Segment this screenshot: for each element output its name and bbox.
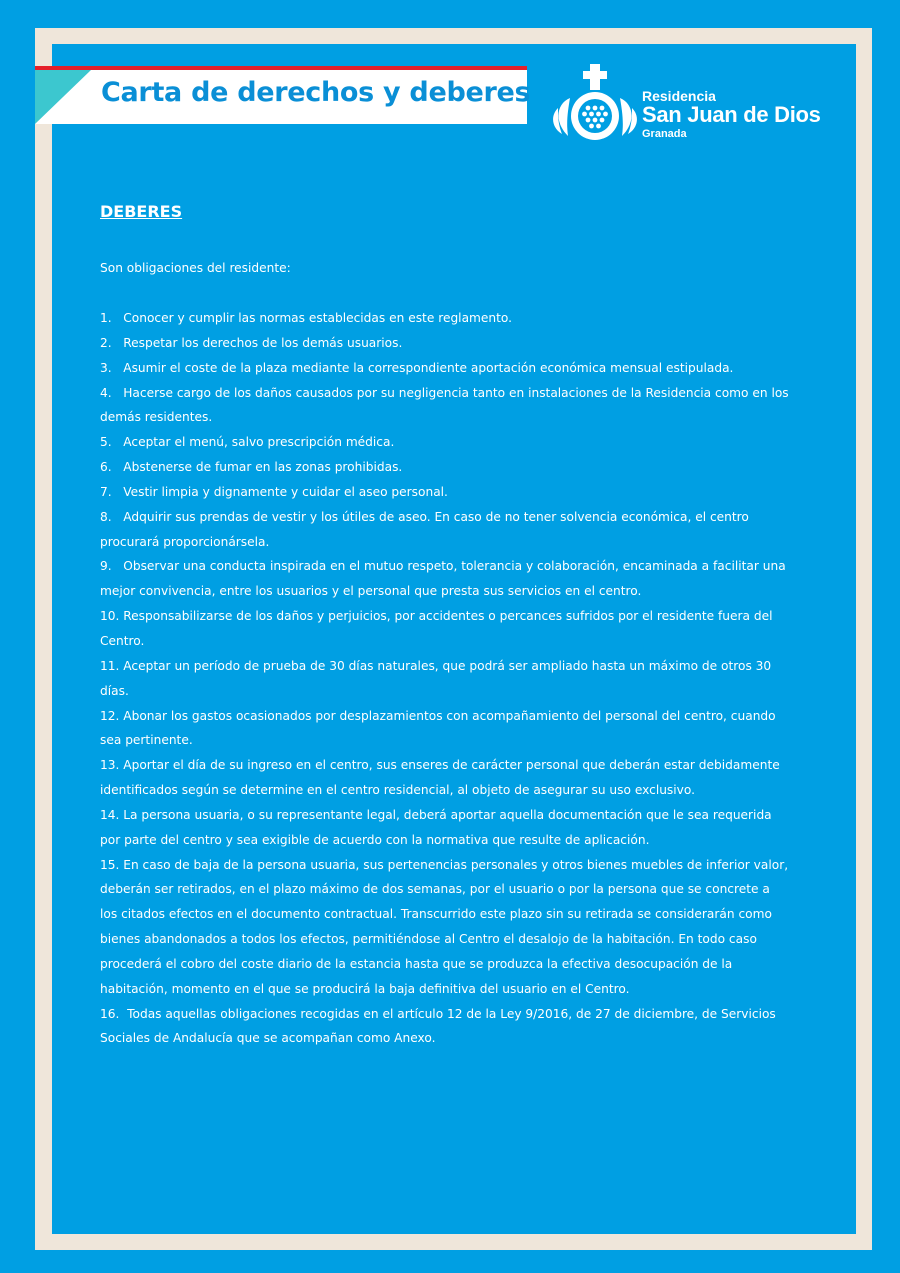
title-banner (35, 66, 531, 124)
list-item: 2. Respetar los derechos de los demás usuarios. (100, 335, 403, 350)
logo-line-city: Granada (642, 128, 687, 140)
list-item: 3. Asumir el coste de la plaza mediante la correspondiente aportación económica mensual estipulada. (100, 360, 734, 375)
list-item: 10. Responsabilizarse de los daños y perjuicios, por accidentes o percances sufridos por el residente fuera del Centro. (100, 609, 773, 648)
section-intro: Son obligaciones del residente: (100, 261, 291, 275)
list-item: 9. Observar una conducta inspirada en el mutuo respeto, tolerancia y colaboración, encaminada a facilitar una mejor convivencia, entre los usuarios y el personal que presta sus servicios en el centro. (100, 559, 786, 599)
section-heading: DEBERES (100, 202, 183, 221)
banner-accent (35, 70, 91, 124)
logo-wordmark (642, 89, 821, 142)
list-item: 15. En caso de baja de la persona usuaria, sus pertenencias personales y otros bienes muebles de inferior valor, deberán ser retirados, en el plazo máximo de dos semanas, por el usuario o por la persona que se concrete a los citados efectos en el documento contractual. Transcurrido este plazo sin su retirada se considerarán como bienes abandonados a todos los efectos, permitiéndose al Centro el desalojo de la habitación. En todo caso procederá el cobro del coste diario de la estancia hasta que se produzca la efectiva desocupación de la habitación, momento en el que se producirá la baja definitiva del usuario en el Centro. (100, 857, 789, 996)
list-item: 14. La persona usuaria, o su representante legal, deberá aportar aquella documentación que le sea requerida por parte del centro y sea exigible de acuerdo con la normativa que resulte de aplicación. (100, 807, 772, 847)
logo-emblem-icon (550, 64, 640, 146)
list-item: 5. Aceptar el menú, salvo prescripción médica. (100, 435, 395, 450)
list-item: 4. Hacerse cargo de los daños causados por su negligencia tanto en instalaciones de la Residencia como en los demás residentes. (100, 385, 789, 425)
duties-list (100, 306, 790, 1051)
residence-logo (550, 64, 830, 146)
list-item: 16. Todas aquellas obligaciones recogidas en el artículo 12 de la Ley 9/2016, de 27 de diciembre, de Servicios Sociales de Andalucía que se acompañan como Anexo. (100, 1006, 776, 1046)
list-item: 1. Conocer y cumplir las normas establecidas en este reglamento. (100, 311, 513, 325)
list-item: 7. Vestir limpia y dignamente y cuidar el aseo personal. (100, 484, 448, 499)
list-item: 11. Aceptar un período de prueba de 30 días naturales, que podrá ser ampliado hasta un máximo de otros 30 días. (100, 658, 772, 698)
document-body (100, 200, 790, 1051)
logo-line-residencia: Residencia (642, 88, 716, 104)
list-item: 13. Aportar el día de su ingreso en el centro, sus enseres de carácter personal que deberán estar debidamente identificados según se determine en el centro residencial, al objeto de asegurar su uso exclusivo. (100, 758, 780, 798)
logo-line-name: San Juan de Dios (642, 102, 821, 127)
list-item: 12. Abonar los gastos ocasionados por desplazamientos con acompañamiento del personal del centro, cuando sea pertinente. (100, 708, 776, 748)
page-title: Carta de derechos y deberes (101, 77, 531, 108)
list-item: 6. Abstenerse de fumar en las zonas prohibidas. (100, 460, 403, 475)
list-item: 8. Adquirir sus prendas de vestir y los útiles de aseo. En caso de no tener solvencia económica, el centro procurará proporcionársela. (100, 509, 749, 549)
